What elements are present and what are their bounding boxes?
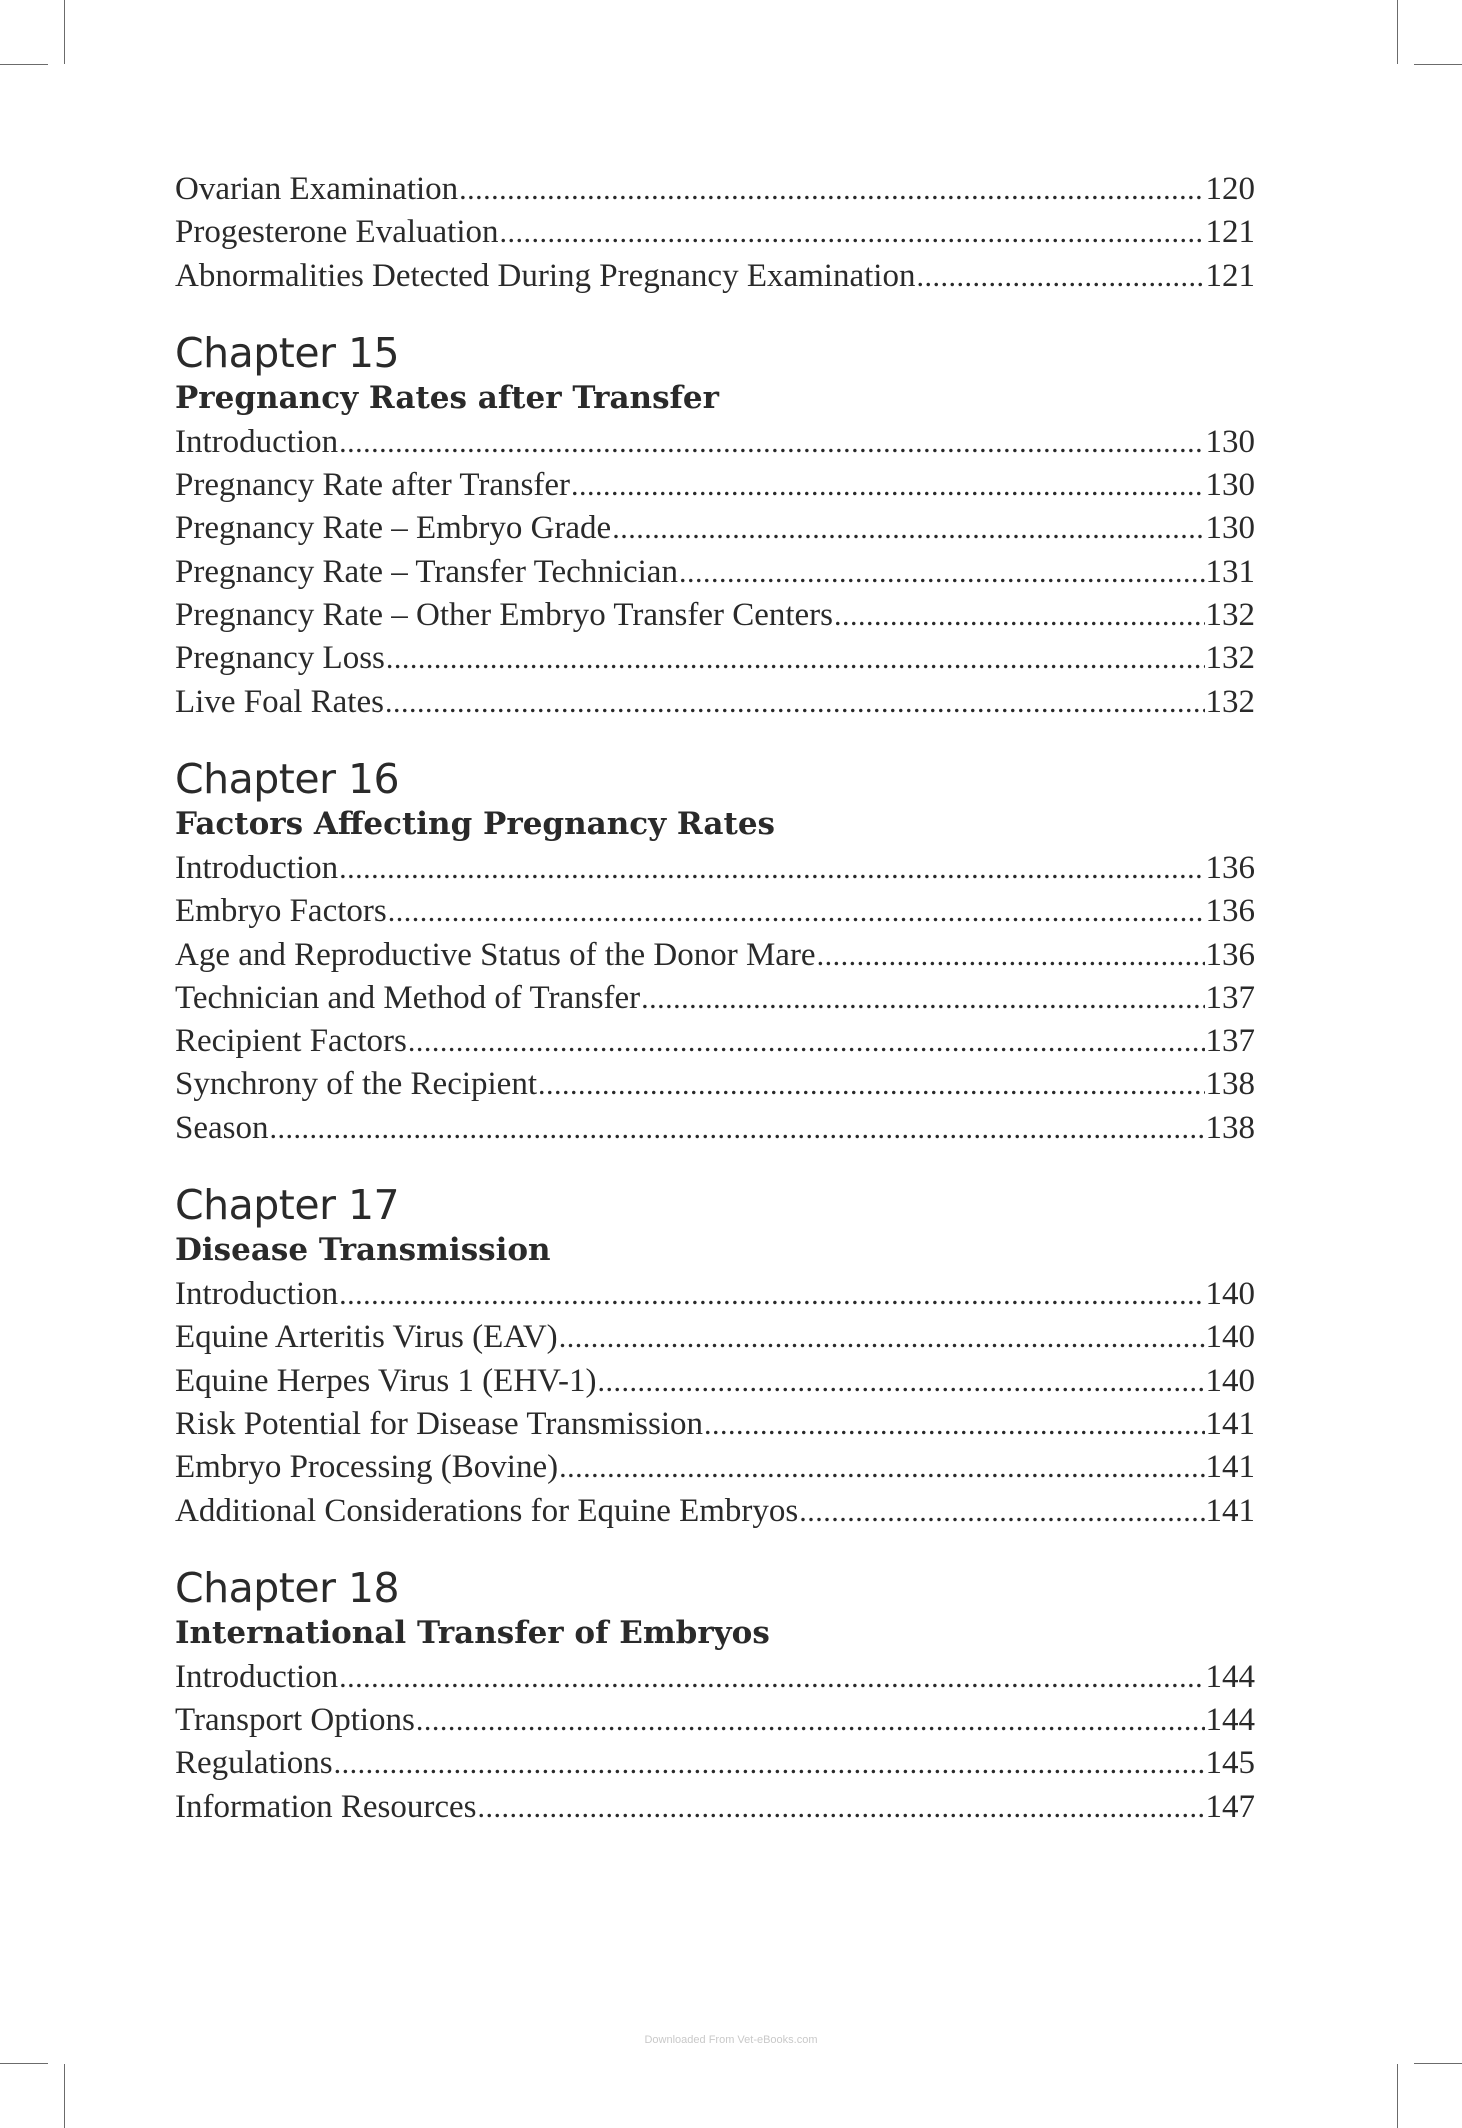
toc-entry-title: Regulations	[175, 1745, 333, 1782]
toc-entry[interactable]	[175, 1656, 1255, 1699]
toc-entry-title: Introduction	[175, 423, 339, 460]
toc-entry-title: Transport Options	[175, 1702, 415, 1739]
toc-entry[interactable]	[175, 1699, 1255, 1742]
crop-mark-top-left-h	[0, 64, 48, 65]
toc-entry[interactable]	[175, 421, 1255, 464]
toc-entry-page: 136	[1205, 893, 1255, 930]
toc-entry[interactable]	[175, 1490, 1255, 1533]
toc-entry-page: 136	[1205, 936, 1255, 973]
toc-entry-page: 140	[1205, 1276, 1255, 1313]
toc-entry[interactable]	[175, 507, 1255, 550]
toc-entry-title: Pregnancy Rate – Other Embryo Transfer Centers	[175, 597, 834, 634]
crop-mark-top-left	[64, 0, 65, 64]
leader-dots	[459, 168, 1204, 211]
toc-entry-page: 120	[1205, 171, 1255, 207]
toc-entry[interactable]	[175, 1273, 1255, 1316]
leader-dots	[817, 934, 1205, 977]
toc-entry[interactable]	[175, 168, 1255, 211]
toc-entry-page: 144	[1205, 1658, 1255, 1695]
toc-entry[interactable]	[175, 977, 1255, 1020]
leader-dots	[538, 1063, 1204, 1106]
chapter-16	[175, 754, 1255, 1150]
leader-dots	[559, 1316, 1205, 1359]
toc-entry-page: 137	[1205, 1023, 1255, 1060]
chapter-17	[175, 1180, 1255, 1533]
toc-entry-page: 130	[1205, 510, 1255, 547]
toc-entry-page: 137	[1205, 979, 1255, 1016]
leader-dots	[339, 1656, 1204, 1699]
toc-entry[interactable]	[175, 464, 1255, 507]
toc-entry-title: Equine Arteritis Virus (EAV)	[175, 1319, 558, 1356]
toc-entry-page: 121	[1205, 214, 1255, 251]
crop-mark-bottom-right	[1397, 2064, 1398, 2128]
leader-dots	[339, 847, 1204, 890]
toc-entry-title: Introduction	[175, 1276, 339, 1313]
leader-dots	[339, 421, 1204, 464]
toc-entry-page: 132	[1205, 597, 1255, 634]
toc-entry-page: 130	[1205, 423, 1255, 460]
toc-entry-title: Equine Herpes Virus 1 (EHV-1)	[175, 1362, 597, 1399]
leader-dots	[597, 1360, 1204, 1403]
leader-dots	[641, 977, 1204, 1020]
toc-entry-title: Pregnancy Rate after Transfer	[175, 467, 570, 504]
leader-dots	[478, 1786, 1205, 1829]
crop-mark-top-right	[1397, 0, 1398, 64]
toc-entry[interactable]	[175, 1403, 1255, 1446]
toc-entry-page: 140	[1205, 1362, 1255, 1399]
leader-dots	[408, 1020, 1205, 1063]
chapter-label: Chapter 17	[175, 1181, 400, 1230]
toc-entry-title: Age and Reproductive Status of the Donor Mare	[175, 936, 816, 973]
leader-dots	[834, 594, 1204, 637]
leader-dots	[386, 637, 1205, 680]
toc-entry-title: Additional Considerations for Equine Embryos	[175, 1492, 799, 1529]
toc-entry[interactable]	[175, 594, 1255, 637]
chapter-title[interactable]: International Transfer of Embryos	[175, 1614, 770, 1651]
table-of-contents	[175, 168, 1255, 1829]
leader-dots	[500, 211, 1205, 254]
toc-entry-page: 145	[1205, 1745, 1255, 1782]
toc-entry-title: Introduction	[175, 849, 339, 886]
leader-dots	[704, 1403, 1204, 1446]
download-watermark: Downloaded From Vet-eBooks.com	[644, 2034, 818, 2046]
leader-dots	[385, 681, 1205, 724]
crop-mark-bottom-left-h	[0, 2063, 48, 2064]
toc-entry[interactable]	[175, 934, 1255, 977]
toc-entry[interactable]	[175, 255, 1255, 298]
toc-entry-page: 141	[1205, 1492, 1255, 1529]
toc-continued-section	[175, 168, 1255, 298]
toc-entry[interactable]	[175, 1107, 1255, 1150]
toc-entry-page: 141	[1205, 1405, 1255, 1442]
toc-entry-title: Recipient Factors	[175, 1023, 407, 1060]
toc-entry-page: 136	[1205, 849, 1255, 886]
toc-entry-title: Abnormalities Detected During Pregnancy Examination	[175, 257, 916, 294]
toc-entry-title: Live Foal Rates	[175, 683, 384, 720]
toc-entry-title: Ovarian Examination	[175, 171, 459, 207]
chapter-label: Chapter 16	[175, 754, 400, 803]
chapter-label: Chapter 15	[175, 328, 400, 377]
toc-entry[interactable]	[175, 890, 1255, 933]
toc-entry[interactable]	[175, 551, 1255, 594]
leader-dots	[799, 1490, 1204, 1533]
toc-entry-title: Embryo Processing (Bovine)	[175, 1449, 559, 1486]
toc-entry[interactable]	[175, 1742, 1255, 1785]
toc-entry-page: 140	[1205, 1319, 1255, 1356]
chapter-title[interactable]: Factors Affecting Pregnancy Rates	[175, 805, 775, 842]
toc-entry[interactable]	[175, 1446, 1255, 1489]
toc-entry[interactable]	[175, 637, 1255, 680]
leader-dots	[612, 507, 1204, 550]
toc-entry-page: 144	[1205, 1702, 1255, 1739]
toc-entry-page: 138	[1205, 1066, 1255, 1103]
leader-dots	[916, 255, 1204, 298]
chapter-18	[175, 1563, 1255, 1829]
leader-dots	[571, 464, 1205, 507]
toc-entry-title: Synchrony of the Recipient	[175, 1066, 538, 1103]
toc-entry-title: Embryo Factors	[175, 893, 387, 930]
toc-entry-page: 138	[1205, 1109, 1255, 1146]
leader-dots	[334, 1742, 1205, 1785]
toc-entry-title: Pregnancy Loss	[175, 640, 385, 677]
toc-entry[interactable]	[175, 1360, 1255, 1403]
toc-entry[interactable]	[175, 1063, 1255, 1106]
leader-dots	[416, 1699, 1205, 1742]
toc-entry[interactable]	[175, 681, 1255, 724]
toc-entry-page: 141	[1205, 1449, 1255, 1486]
toc-entry-title: Risk Potential for Disease Transmission	[175, 1405, 704, 1442]
toc-entry[interactable]	[175, 1020, 1255, 1063]
toc-entry[interactable]	[175, 211, 1255, 254]
toc-entry-page: 132	[1205, 640, 1255, 677]
chapter-15	[175, 328, 1255, 724]
leader-dots	[679, 551, 1205, 594]
toc-entry-title: Progesterone Evaluation	[175, 214, 499, 251]
toc-entry-title: Pregnancy Rate – Transfer Technician	[175, 553, 678, 590]
toc-entry-page: 147	[1205, 1788, 1255, 1825]
toc-entry[interactable]	[175, 1316, 1255, 1359]
toc-entry-title: Technician and Method of Transfer	[175, 979, 641, 1016]
toc-entry-title: Introduction	[175, 1658, 339, 1695]
toc-entry[interactable]	[175, 847, 1255, 890]
toc-entry-page: 121	[1205, 257, 1255, 294]
toc-entry-title: Pregnancy Rate – Embryo Grade	[175, 510, 612, 547]
leader-dots	[339, 1273, 1204, 1316]
toc-entry-title: Season	[175, 1109, 269, 1146]
crop-mark-top-right-h	[1414, 64, 1462, 65]
chapter-title[interactable]: Disease Transmission	[175, 1232, 551, 1269]
leader-dots	[270, 1107, 1205, 1150]
chapter-title[interactable]: Pregnancy Rates after Transfer	[175, 379, 719, 416]
leader-dots	[559, 1446, 1204, 1489]
crop-mark-bottom-left	[64, 2064, 65, 2128]
crop-mark-bottom-right-h	[1414, 2063, 1462, 2064]
chapter-label: Chapter 18	[175, 1563, 400, 1612]
toc-entry-page: 131	[1205, 553, 1255, 590]
toc-entry[interactable]	[175, 1786, 1255, 1829]
toc-entry-page: 132	[1205, 683, 1255, 720]
toc-entry-title: Information Resources	[175, 1788, 477, 1825]
toc-entry-page: 130	[1205, 467, 1255, 504]
leader-dots	[388, 890, 1205, 933]
